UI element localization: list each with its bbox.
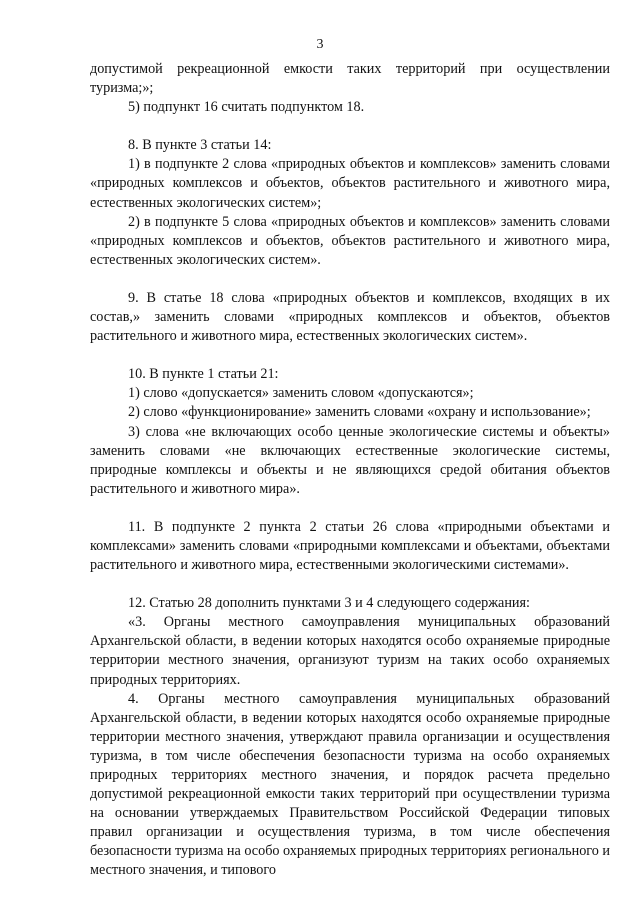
paragraph: 4. Органы местного самоуправления муниципальных образований Архангельской области, в ведении которых находятся особо охраняемые природные территории местного значения, утверждают правила организации и осуществления туризма, в том числе обеспечения безопасности туризма на особо охраняемых природных территориях местного значения, и порядок расчета предельно допустимой рекреационной емкости таких территорий при осуществлении туризма на основании утверждаемых Правительством Российской Федерации типовых правил организации и осуществления туризма, в том числе обеспечения безопасности туризма на особо охраняемых природных территориях регионального и местного значения, и типового [90,690,610,879]
paragraph: 12. Статью 28 дополнить пунктами 3 и 4 следующего содержания: [128,595,530,612]
page-number: 3 [316,37,324,52]
paragraph: 8. В пункте 3 статьи 14: [128,137,272,154]
paragraph: 11. В подпункте 2 пункта 2 статьи 26 слова «природными объектами и комплексами» заменить словами «природными комплексами и объектами, объектами растительного и животного мира, естественными экологическими системами». [90,518,610,574]
document-body [90,60,610,881]
paragraph: допустимой рекреационной емкости таких территорий при осуществлении туризма;»; [90,61,610,97]
paragraph: 9. В статье 18 слова «природных объектов и комплексов, входящих в их состав,» заменить словами «природных комплексов и объектов, объектов растительного и животного мира, естественных экологических систем». [90,289,610,345]
paragraph: «3. Органы местного самоуправления муниципальных образований Архангельской области, в ведении которых находятся особо охраняемые природные территории местного значения, организуют туризм на таких особо охраняемых природных территориях. [90,614,610,688]
paragraph: 10. В пункте 1 статьи 21: [128,366,279,383]
paragraph: 3) слова «не включающих особо ценные экологические системы и объекты» заменить словами «не включающих естественные экологические системы, природные комплексы и объекты и не являющихся средой обитания объектов растительного и животного мира». [90,423,610,497]
paragraph: 5) подпункт 16 считать подпунктом 18. [128,99,365,116]
paragraph: 1) в подпункте 2 слова «природных объектов и комплексов» заменить словами «природных комплексов и объектов, объектов растительного и животного мира, естественных экологических систем»; [90,156,610,211]
paragraph: 2) в подпункте 5 слова «природных объектов и комплексов» заменить словами «природных комплексов и объектов, объектов растительного и животного мира, естественных экологических систем». [90,213,610,268]
paragraph: 1) слово «допускается» заменить словом «допускаются»; [128,385,474,402]
paragraph: 2) слово «функционирование» заменить словами «охрану и использование»; [128,404,591,421]
